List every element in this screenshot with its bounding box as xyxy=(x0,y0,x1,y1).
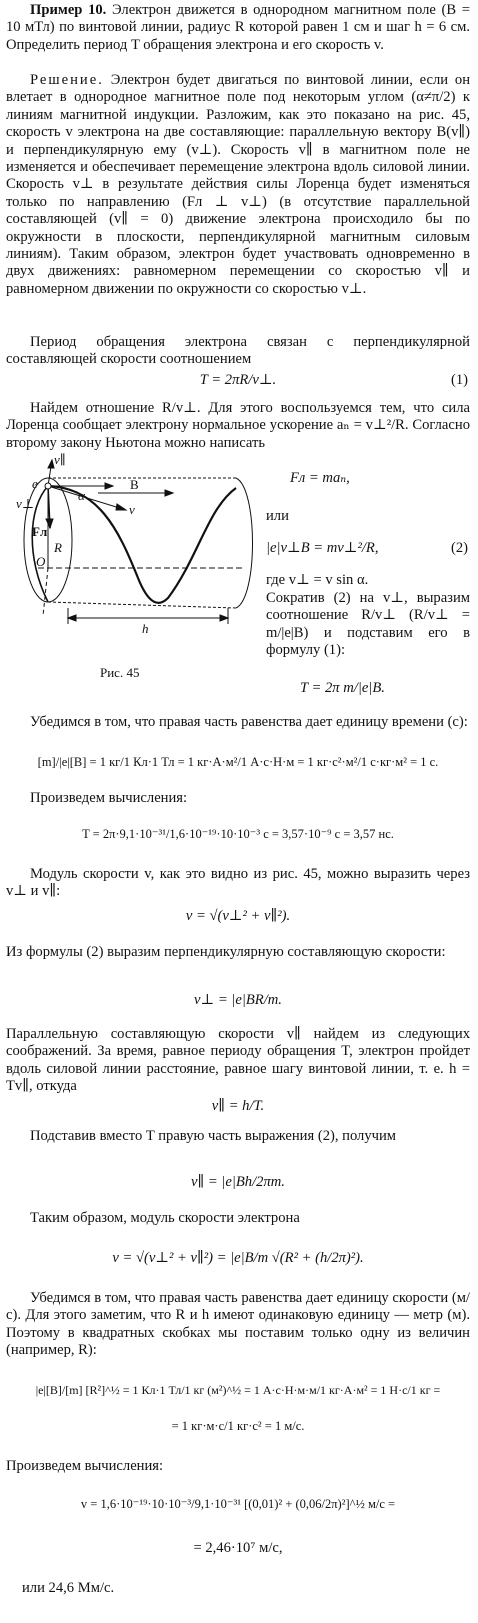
parallel-component-text xyxy=(6,1026,470,1096)
solution-text-1: Электрон будет двигаться по винтовой линии, если он влетает в однородное магнитное поле под некоторым углом (α≠π/2) к линиям магнитной индукции. Разложим, как это показано на рис. 45, скорость v электрона на две составляющие: параллельную вектору B(v∥) и перпендикулярную ему (v⊥). Скорость v∥ в магнитном поле не изменяется и обеспечивает перемещение электрона вдоль силовой линии. Скорость v⊥ в результате действия силы Лоренца будет изменяться только по направлению (Fл ⊥ v⊥) (в отсутствие параллельной составляющей (v∥ = 0) движение электрона происходило бы по окружности в плоскости, перпендикулярной магнитным силовым линиям). Таким образом, электрон будет участвовать одновременно в двух движениях: равномерном перемещении со скоростью v∥ и равномерном движении по окружности со скоростью v⊥. xyxy=(6,72,470,297)
equation-2-number: (2) xyxy=(450,540,468,556)
solution-label: Решение. xyxy=(30,72,104,88)
solution-paragraph-2 xyxy=(6,334,470,369)
parallel-velocity-formula-2: v∥ = |e|Bh/2πm. xyxy=(191,1174,285,1190)
label-b: B xyxy=(130,477,139,492)
equation-1: T = 2πR/v⊥. xyxy=(199,372,277,388)
calc-text-1: Произведем вычисления: xyxy=(30,790,188,806)
right-arc xyxy=(236,478,253,608)
perp-component-text xyxy=(6,944,470,961)
or-word: или xyxy=(266,508,289,524)
final-answer: или 24,6 Мм/с. xyxy=(22,1580,115,1596)
ratio-text: Найдем отношение R/v⊥. Для этого воспользуемся тем, что сила Лоренца сообщает электрону нормальное ускорение aₙ = v⊥²/R. Согласно второму закону Ньютона можно написать xyxy=(6,400,470,451)
units-check-speed-sentence: Убедимся в том, что правая часть равенства дает единицу скорости (м/с). Для этого заметим, что R и h имеют одинаковую единицу — метр (м). Поэтому в квадратных скобках мы поставим только одну из величин (например, R): xyxy=(6,1290,470,1359)
perp-component-sentence: Из формулы (2) выразим перпендикулярную составляющую скорости: xyxy=(6,944,446,960)
label-v-perp: v⊥ xyxy=(16,496,34,511)
equation-2: |e|v⊥B = mv⊥²/R, xyxy=(266,540,379,556)
label-o: O xyxy=(36,554,46,569)
speed-module-sentence: Модуль скорости v, как это видно из рис. 45, можно выразить через v⊥ и v∥: xyxy=(6,866,470,900)
problem-text: Электрон движется в однородном магнитном поле (B = 10 мТл) по винтовой линии, радиус R которой равен 1 см и шаг h = 6 см. Определить период T обращения электрона и его скорость v. xyxy=(6,2,470,53)
full-speed-formula: v = √(v⊥² + v∥²) = |e|B/m √(R² + (h/2π)²). xyxy=(112,1250,364,1266)
substitution-text xyxy=(6,1128,470,1145)
calc-intro-2 xyxy=(6,1458,470,1475)
label-h: h xyxy=(142,621,149,636)
speed-module-text xyxy=(6,866,470,901)
units-equation-1: [m]/|e|[B] = 1 кг/1 Кл·1 Тл = 1 кг·А·м²/1 А·с·Н·м = 1 кг·с²·м²/1 с·кг·м² = 1 с. xyxy=(37,755,439,769)
units-check-speed-text xyxy=(6,1290,470,1360)
helix-path xyxy=(48,486,236,603)
label-r: R xyxy=(54,540,62,555)
units-equation-2a: |e|[B]/[m] [R²]^½ = 1 Кл·1 Тл/1 кг (м²)^½ = 1 А·с·Н·м·м/1 кг·А·м² = 1 Н·с/1 кг = xyxy=(35,1383,441,1397)
units-equation-2b: = 1 кг·м·с/1 кг·с² = 1 м/с. xyxy=(171,1419,305,1433)
label-v: v xyxy=(129,502,135,517)
period-intro-text: Период обращения электрона связан с перпендикулярной составляющей скорости соотношением xyxy=(6,334,470,368)
solution-paragraph-3 xyxy=(6,400,470,452)
label-e: e xyxy=(32,476,38,491)
parallel-velocity-formula: v∥ = h/T. xyxy=(211,1098,265,1114)
speed-calculation-b: = 2,46·10⁷ м/с, xyxy=(193,1540,283,1556)
figure-45-helix xyxy=(8,448,258,643)
speed-formula: v = √(v⊥² + v∥²). xyxy=(185,908,291,924)
label-v-par: v∥ xyxy=(54,452,66,467)
speed-module-result-text xyxy=(6,1210,470,1227)
where-text: где v⊥ = v sin α. xyxy=(266,572,369,588)
period-calculation: T = 2π·9,1·10⁻³¹/1,6·10⁻¹⁹·10·10⁻³ с = 3,57·10⁻⁹ с = 3,57 нс. xyxy=(82,827,394,841)
units-check-text: Убедимся в том, что правая часть равенства дает единицу времени (с): xyxy=(30,714,468,730)
problem-statement xyxy=(6,2,470,54)
label-alpha: α xyxy=(78,488,85,503)
calc-intro-1 xyxy=(6,790,470,807)
perp-velocity-formula: v⊥ = |e|BR/m. xyxy=(194,992,282,1008)
example-label: Пример 10. xyxy=(30,2,107,18)
equation-1-number: (1) xyxy=(450,372,468,388)
units-check-intro xyxy=(6,714,470,731)
figure-caption: Рис. 45 xyxy=(100,665,140,680)
label-force: Fл xyxy=(32,524,48,539)
newton-equation: Fл = maₙ, xyxy=(290,470,350,486)
parallel-component-sentence: Параллельную составляющую скорости v∥ найдем из следующих соображений. За время, равное периоду обращения T, электрон пройдет вдоль силовой линии расстояние, равное шагу винтовой линии, т. е. h = Tv∥, откуда xyxy=(6,1026,470,1095)
solution-paragraph-1 xyxy=(6,72,470,298)
calc-text-2: Произведем вычисления: xyxy=(6,1458,164,1474)
solution-paragraph-4: Сократив (2) на v⊥, выразим соотношение R/v⊥ (R/v⊥ = m/|e|B) и подставим его в формулу (1): xyxy=(266,590,470,659)
speed-calculation-a: v = 1,6·10⁻¹⁹·10·10⁻³/9,1·10⁻³¹ [(0,01)² + (0,06/2π)²]^½ м/с = xyxy=(80,1497,396,1511)
substitution-sentence: Подставив вместо T правую часть выражения (2), получим xyxy=(30,1128,397,1144)
period-formula: T = 2π m/|e|B. xyxy=(300,680,385,696)
speed-module-result-sentence: Таким образом, модуль скорости электрона xyxy=(30,1210,300,1226)
